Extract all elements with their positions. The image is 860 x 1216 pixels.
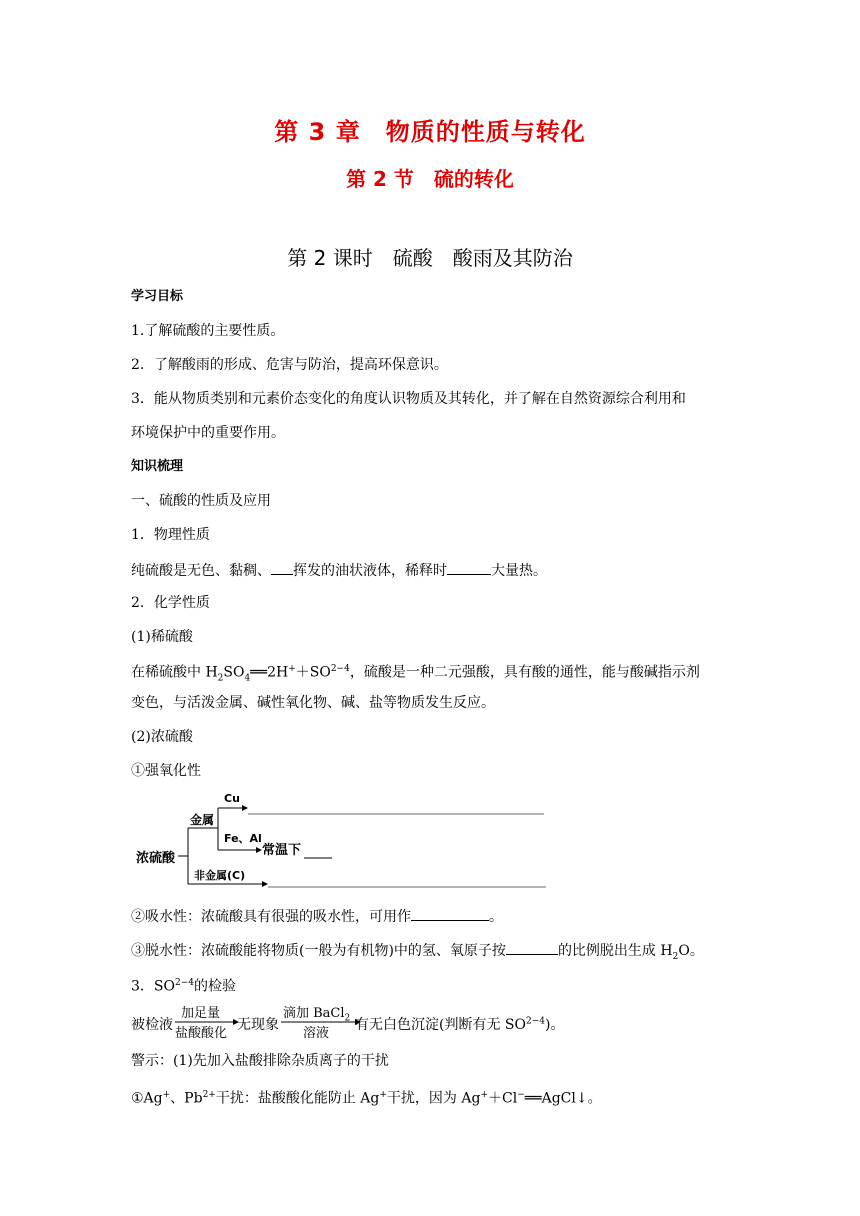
absorb-line xyxy=(131,906,503,926)
dehyd-line xyxy=(131,940,704,966)
oxidation-diagram xyxy=(128,790,558,894)
objective-item: 环境保护中的重要作用。 xyxy=(131,425,285,441)
fill-blank[interactable] xyxy=(506,940,558,955)
text: SO xyxy=(223,664,245,681)
superscript: 2+ xyxy=(202,1090,216,1100)
fill-blank[interactable] xyxy=(411,906,489,921)
objective-item: 2．了解酸雨的形成、危害与防治，提高环保意识。 xyxy=(131,357,448,373)
chapter-title: 第 3 章 物质的性质与转化 xyxy=(274,118,586,146)
text: 的检验 xyxy=(193,978,236,995)
ion-charge: 2−4 xyxy=(174,978,194,988)
knowledge-heading: 知识梳理 xyxy=(131,459,184,474)
flow-step1-top: 加足量 xyxy=(181,1006,221,1021)
fill-blank[interactable] xyxy=(447,560,491,575)
test-flow xyxy=(131,1000,771,1044)
diagram-cu: Cu xyxy=(224,792,240,805)
part-heading: 一、硫酸的性质及应用 xyxy=(131,493,271,509)
text: 有无白色沉淀(判断有无 SO xyxy=(355,1017,526,1033)
dilute-heading: (1)稀硫酸 xyxy=(131,629,193,645)
text: ，硫酸是一种二元强酸，具有酸的通性，能与酸碱指示剂 xyxy=(349,664,700,681)
text: 滴加 BaCl xyxy=(283,1006,345,1021)
text: ＋Cl xyxy=(488,1090,518,1107)
conc-heading: (2)浓硫酸 xyxy=(131,729,193,745)
text: ══2H xyxy=(250,664,289,681)
subscript: 2 xyxy=(217,673,224,684)
flow-start: 被检液 xyxy=(131,1017,173,1033)
text: ＋SO xyxy=(295,664,331,681)
diagram-room-temp: 常温下 xyxy=(262,843,302,858)
superscript: + xyxy=(288,664,296,674)
diagram-fe-al: Fe、Al xyxy=(224,832,262,845)
subscript: 4 xyxy=(244,673,251,684)
text: 大量热。 xyxy=(491,563,547,579)
superscript: + xyxy=(480,1090,488,1100)
section-title: 第 2 节 硫的转化 xyxy=(346,167,514,191)
ag-line xyxy=(131,1086,602,1108)
diagram-metal: 金属 xyxy=(190,813,215,827)
text: 、Pb xyxy=(170,1090,203,1107)
superscript: − xyxy=(517,1090,525,1100)
flow-step2-bottom: 溶液 xyxy=(303,1026,330,1041)
objective-item: 3．能从物质类别和元素价态变化的角度认识物质及其转化，并了解在自然资源综合利用和 xyxy=(131,391,686,407)
subscript: 2 xyxy=(672,951,679,962)
dilute-line2: 变色，与活泼金属、碱性氧化物、碱、盐等物质发生反应。 xyxy=(131,695,495,711)
subscript: 2 xyxy=(344,1013,351,1024)
text: ③脱水性：浓硫酸能将物质(一般为有机物)中的氢、氧原子按 xyxy=(131,943,506,959)
fill-blank[interactable] xyxy=(271,560,293,575)
objectives-heading: 学习目标 xyxy=(131,289,184,304)
superscript: + xyxy=(162,1090,171,1100)
ion-charge: 2−4 xyxy=(330,664,350,674)
flow-mid: 无现象 xyxy=(237,1017,279,1033)
text: 。 xyxy=(489,909,503,925)
test-heading xyxy=(131,974,236,996)
text: 在稀硫酸中 H xyxy=(131,664,218,681)
lesson-title: 第 2 课时 硫酸 酸雨及其防治 xyxy=(287,246,573,270)
text: ══AgCl↓。 xyxy=(524,1090,602,1107)
diagram-nonmetal: 非金属(C) xyxy=(194,869,246,882)
text: 的比例脱出生成 H xyxy=(557,943,673,959)
text: 挥发的油状液体，稀释时 xyxy=(293,563,447,579)
text: 纯硫酸是无色、黏稠、 xyxy=(131,563,271,579)
text: ②吸水性：浓硫酸具有很强的吸水性，可用作 xyxy=(131,909,411,925)
text: O。 xyxy=(678,943,704,959)
warning-line: 警示：(1)先加入盐酸排除杂质离子的干扰 xyxy=(131,1053,389,1069)
text: 干扰：盐酸酸化能防止 Ag xyxy=(215,1090,380,1107)
diagram-root: 浓硫酸 xyxy=(136,851,176,866)
chemical-heading: 2．化学性质 xyxy=(131,595,210,611)
dilute-line xyxy=(131,660,700,687)
objective-item: 1.了解硫酸的主要性质。 xyxy=(131,323,285,339)
oxid-heading: ①强氧化性 xyxy=(131,763,201,779)
physical-line xyxy=(131,560,547,580)
flow-step1-bottom: 盐酸酸化 xyxy=(175,1026,228,1041)
physical-heading: 1．物理性质 xyxy=(131,527,210,543)
ion-charge: 2−4 xyxy=(525,1016,545,1027)
superscript: + xyxy=(379,1090,387,1100)
text: 干扰，因为 Ag xyxy=(386,1090,481,1107)
text: )。 xyxy=(544,1017,565,1033)
text: 3．SO xyxy=(131,978,175,995)
flow-end xyxy=(355,1014,564,1034)
text: ①Ag xyxy=(131,1090,163,1107)
